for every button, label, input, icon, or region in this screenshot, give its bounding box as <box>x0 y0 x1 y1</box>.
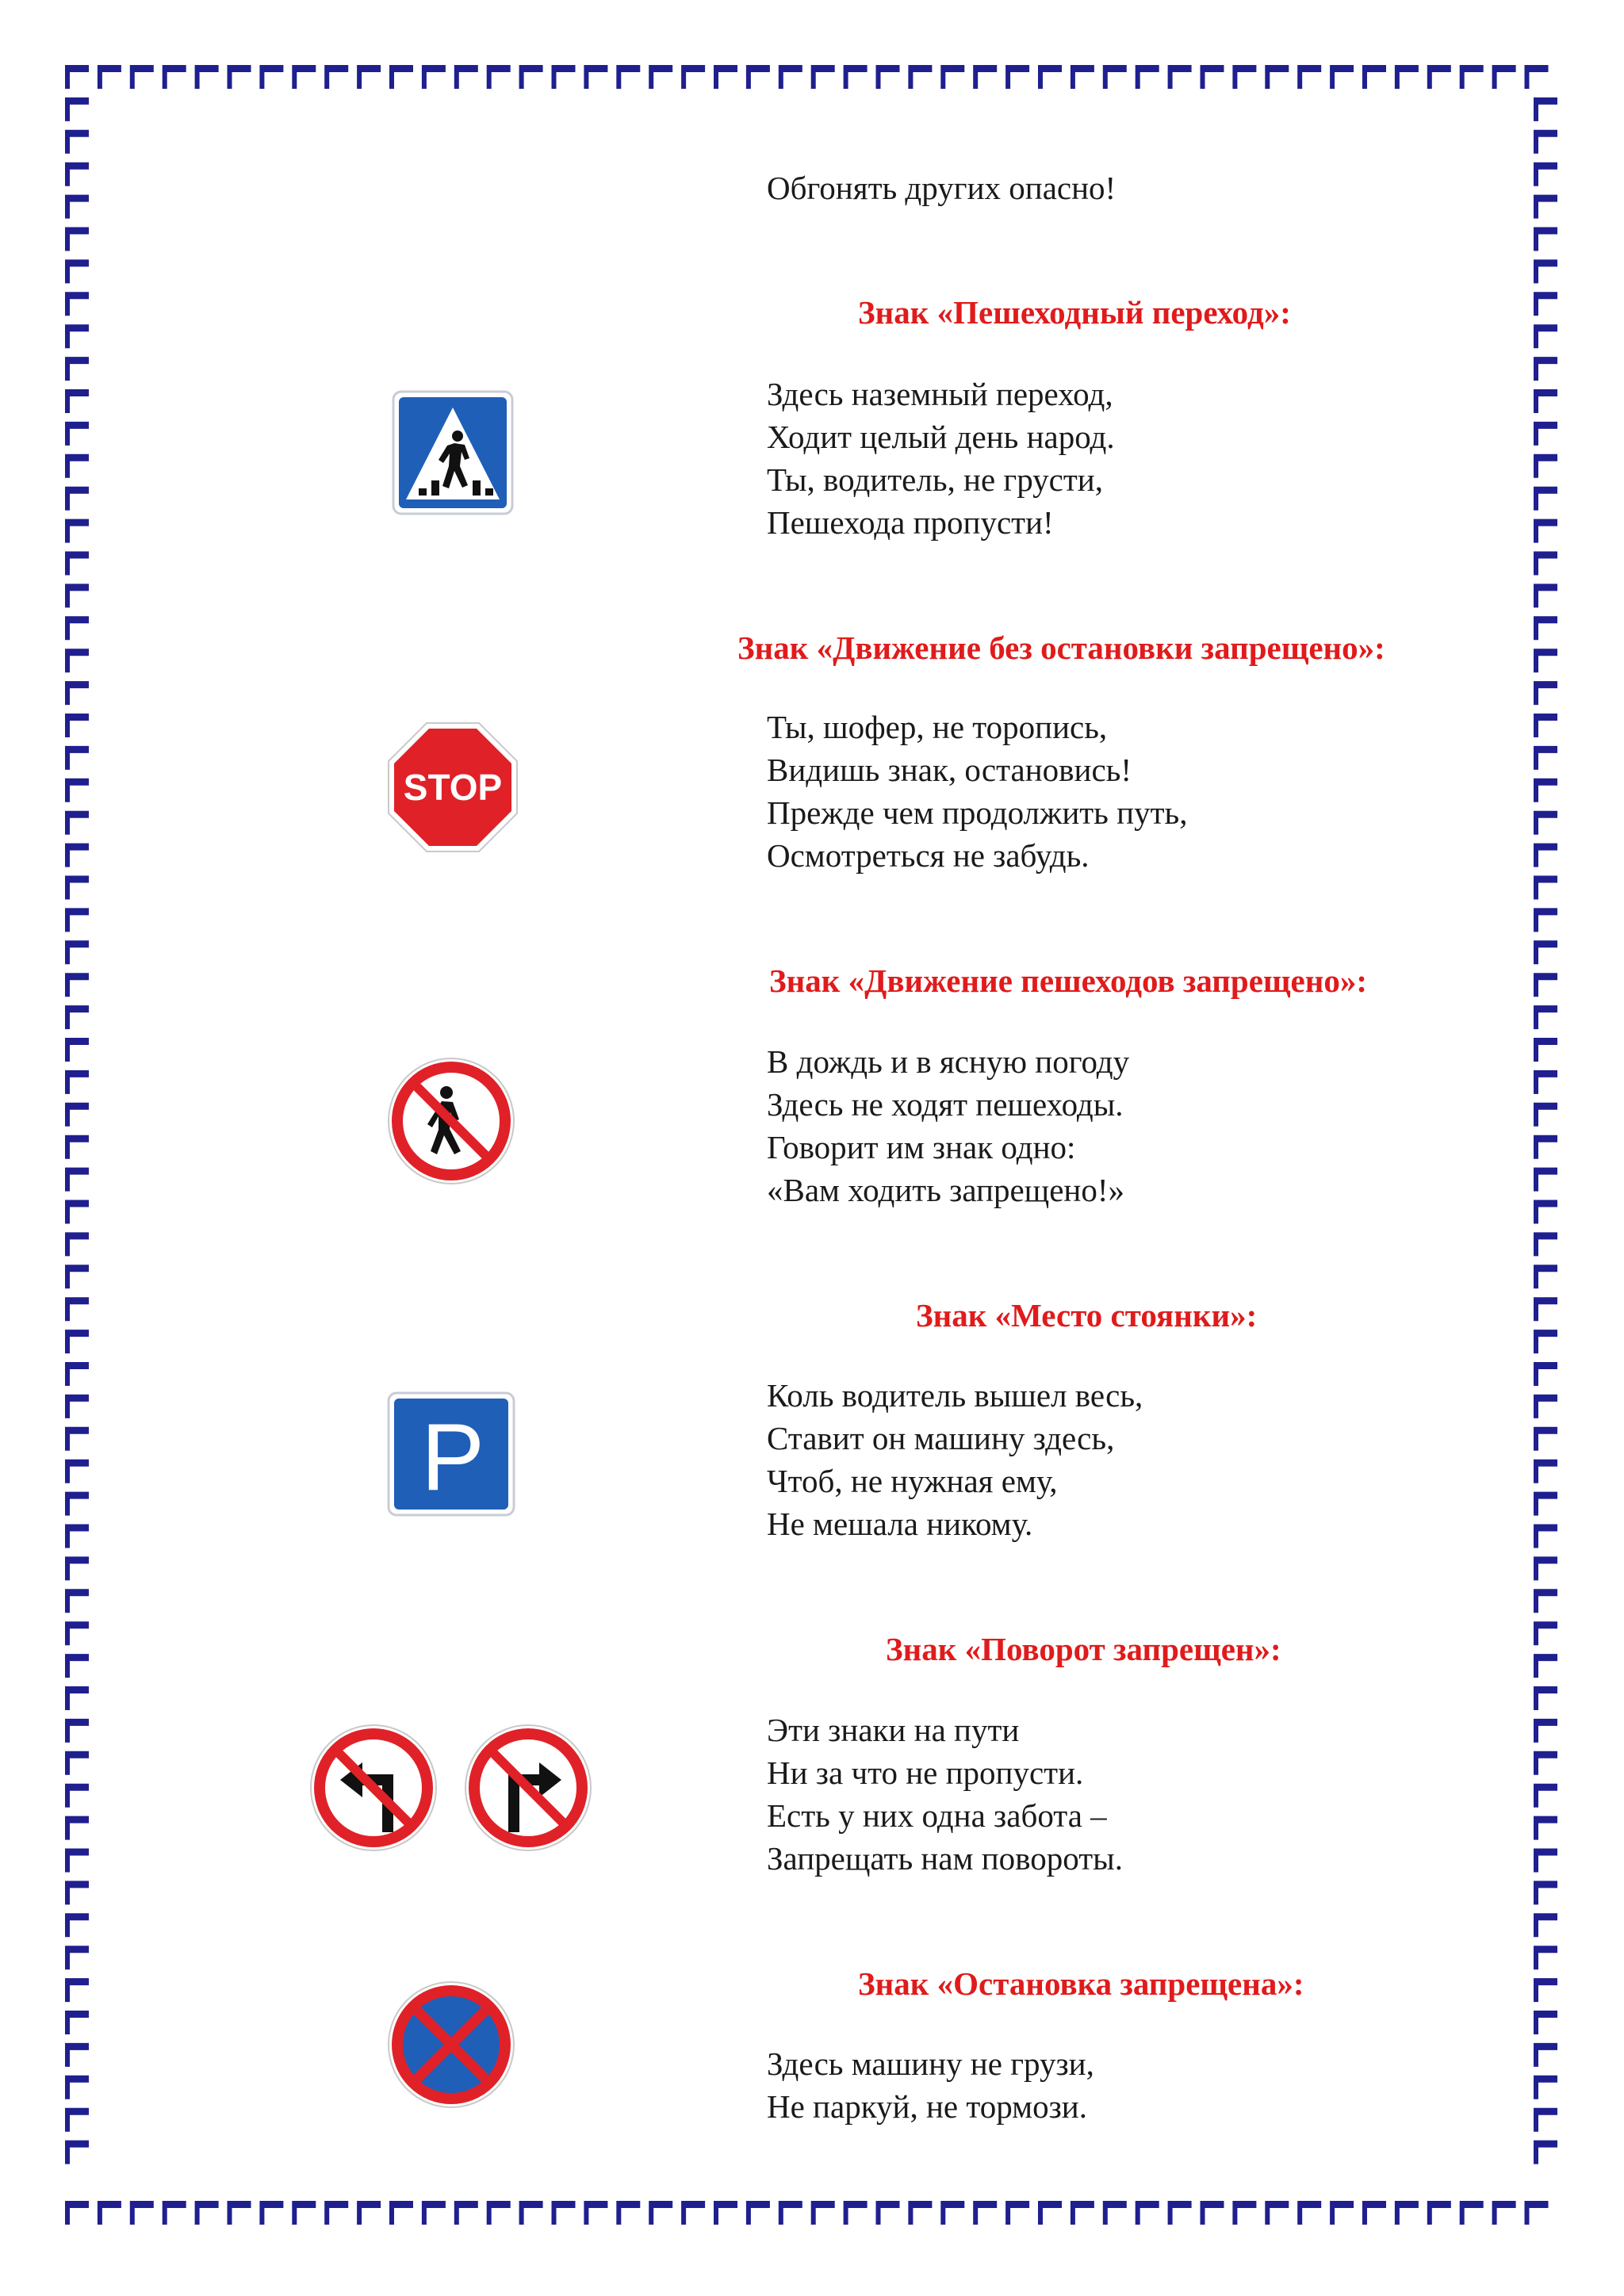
border-motif <box>65 1946 89 1969</box>
border-motif <box>1534 811 1557 835</box>
border-motif <box>811 2201 835 2225</box>
border-motif <box>65 973 89 997</box>
border-motif <box>1005 2201 1029 2225</box>
border-motif <box>65 2076 89 2099</box>
border-motif <box>1534 973 1557 997</box>
border-motif <box>681 2201 705 2225</box>
poem-line: Ты, водитель, не грусти, <box>767 461 1103 498</box>
border-motif <box>65 1654 89 1678</box>
border-motif <box>1534 1978 1557 2002</box>
border-motif <box>65 1719 89 1743</box>
border-motif <box>1534 1784 1557 1808</box>
border-motif <box>584 2201 607 2225</box>
border-motif <box>1534 357 1557 381</box>
border-motif <box>65 65 89 89</box>
border-motif <box>65 1913 89 1937</box>
border-motif <box>65 2011 89 2034</box>
poem-line: Здесь не ходят пешеходы. <box>767 1086 1124 1123</box>
border-motif <box>616 65 640 89</box>
border-motif <box>1168 2201 1192 2225</box>
border-motif <box>1534 584 1557 607</box>
border-motif <box>65 649 89 672</box>
border-motif <box>65 1621 89 1645</box>
border-motif <box>1534 1168 1557 1192</box>
poem-line: «Вам ходить запрещено!» <box>767 1172 1125 1208</box>
border-motif <box>1534 454 1557 478</box>
poem-line: Ходит целый день народ. <box>767 419 1115 455</box>
border-motif <box>389 2201 413 2225</box>
border-motif <box>65 616 89 640</box>
border-motif <box>616 2201 640 2225</box>
border-motif <box>1038 2201 1062 2225</box>
border-motif <box>1534 163 1557 186</box>
poem-line: Видишь знак, остановись! <box>767 752 1132 788</box>
parking-sign-text: P <box>420 1404 485 1510</box>
border-motif <box>1534 1525 1557 1548</box>
border-motif <box>1534 1200 1557 1224</box>
border-motif <box>163 2201 186 2225</box>
border-motif <box>292 2201 316 2225</box>
border-motif <box>908 2201 932 2225</box>
border-motif <box>324 2201 348 2225</box>
border-motif <box>746 2201 770 2225</box>
stop-sign-icon <box>385 720 520 859</box>
border-motif <box>1534 616 1557 640</box>
border-motif <box>1071 2201 1094 2225</box>
border-motif <box>65 681 89 705</box>
border-motif <box>65 98 89 121</box>
border-motif <box>1534 1362 1557 1386</box>
border-motif <box>1534 422 1557 446</box>
border-motif <box>552 65 576 89</box>
border-motif <box>973 2201 997 2225</box>
poem-line: Говорит им знак одно: <box>767 1129 1076 1165</box>
border-motif <box>1534 844 1557 867</box>
border-motif <box>65 454 89 478</box>
border-motif <box>584 65 607 89</box>
border-motif <box>65 1525 89 1548</box>
border-motif <box>1136 65 1159 89</box>
border-motif <box>1534 98 1557 121</box>
border-motif <box>65 1427 89 1451</box>
border-motif <box>1534 1589 1557 1613</box>
border-motif <box>1534 1103 1557 1127</box>
border-motif <box>1534 1816 1557 1840</box>
border-motif <box>1136 2201 1159 2225</box>
border-motif <box>1232 65 1256 89</box>
border-motif <box>649 65 672 89</box>
heading-no-turn: Знак «Поворот запрещен»: <box>886 1631 1281 1667</box>
border-motif <box>1460 65 1484 89</box>
poem-line: Ни за что не пропусти. <box>767 1755 1084 1791</box>
border-motif <box>195 65 219 89</box>
border-motif <box>1492 65 1516 89</box>
no-stopping-sign-icon <box>386 1980 516 2114</box>
border-motif <box>1201 65 1224 89</box>
border-motif <box>1534 130 1557 154</box>
border-motif <box>65 389 89 413</box>
border-motif <box>1534 1719 1557 1743</box>
poem-line: Эти знаки на пути <box>767 1712 1020 1748</box>
no-right-turn-sign-icon <box>463 1723 593 1857</box>
border-motif <box>65 1395 89 1418</box>
border-motif <box>1534 324 1557 348</box>
border-motif <box>228 2201 251 2225</box>
border-motif <box>65 1265 89 1288</box>
border-motif <box>1168 65 1192 89</box>
border-motif <box>1232 2201 1256 2225</box>
border-motif <box>454 65 478 89</box>
border-motif <box>65 1135 89 1159</box>
border-motif <box>876 65 900 89</box>
border-motif <box>844 2201 868 2225</box>
border-motif <box>1534 1621 1557 1645</box>
border-motif <box>65 844 89 867</box>
border-motif <box>1534 1265 1557 1288</box>
border-motif <box>65 1881 89 1904</box>
border-motif <box>714 2201 737 2225</box>
poem-line: Ставит он машину здесь, <box>767 1420 1115 1456</box>
border-motif <box>65 1556 89 1580</box>
border-motif <box>681 65 705 89</box>
poem-line: Здесь наземный переход, <box>767 376 1113 412</box>
border-motif <box>1534 1427 1557 1451</box>
poem-line: В дождь и в ясную погоду <box>767 1043 1130 1080</box>
border-motif <box>65 876 89 900</box>
border-motif <box>65 163 89 186</box>
border-motif <box>65 811 89 835</box>
border-motif <box>65 357 89 381</box>
border-motif <box>1071 65 1094 89</box>
border-motif <box>746 65 770 89</box>
border-motif <box>65 1070 89 1094</box>
pedestrian-crossing-sign-icon <box>392 390 514 519</box>
border-motif <box>1427 2201 1451 2225</box>
border-motif <box>779 65 802 89</box>
border-motif <box>1265 65 1289 89</box>
border-motif <box>422 2201 446 2225</box>
border-motif <box>519 2201 543 2225</box>
border-motif <box>1395 65 1419 89</box>
border-motif <box>65 2141 89 2164</box>
border-motif <box>1534 649 1557 672</box>
border-motif <box>357 2201 381 2225</box>
border-motif <box>1534 195 1557 219</box>
border-motif <box>65 552 89 576</box>
border-motif <box>65 2201 89 2225</box>
border-motif <box>163 65 186 89</box>
border-motif <box>422 65 446 89</box>
border-motif <box>65 487 89 511</box>
border-motif <box>1005 65 1029 89</box>
border-motif <box>487 2201 511 2225</box>
border-motif <box>65 714 89 737</box>
poem-line: Не паркуй, не тормози. <box>767 2088 1087 2125</box>
poem-line: Не мешала никому. <box>767 1506 1033 1542</box>
border-motif <box>65 1460 89 1483</box>
heading-parking: Знак «Место стоянки»: <box>916 1297 1258 1334</box>
border-motif <box>65 324 89 348</box>
border-motif <box>65 1297 89 1321</box>
border-motif <box>811 65 835 89</box>
border-motif <box>1534 1460 1557 1483</box>
border-motif <box>1534 681 1557 705</box>
border-motif <box>454 2201 478 2225</box>
border-motif <box>1265 2201 1289 2225</box>
border-motif <box>65 779 89 802</box>
border-motif <box>1534 259 1557 283</box>
poem-line: Здесь машину не грузи, <box>767 2045 1094 2082</box>
border-motif <box>1103 2201 1127 2225</box>
border-motif <box>65 1330 89 1353</box>
border-motif <box>65 2108 89 2132</box>
border-motif <box>1492 2201 1516 2225</box>
border-motif <box>65 584 89 607</box>
border-motif <box>324 65 348 89</box>
border-motif <box>1534 552 1557 576</box>
border-motif <box>1534 1070 1557 1094</box>
border-motif <box>1534 1038 1557 1062</box>
border-motif <box>487 65 511 89</box>
border-motif <box>65 292 89 316</box>
border-motif <box>1297 2201 1321 2225</box>
border-motif <box>65 908 89 932</box>
border-motif <box>65 1232 89 1256</box>
border-motif <box>65 1492 89 1516</box>
border-motif <box>130 65 154 89</box>
border-motif <box>65 422 89 446</box>
border-motif <box>1460 2201 1484 2225</box>
border-motif <box>65 1751 89 1775</box>
poem-line: Запрещать нам повороты. <box>767 1840 1123 1877</box>
border-motif <box>1534 2011 1557 2034</box>
border-motif <box>1534 1330 1557 1353</box>
border-motif <box>65 228 89 251</box>
border-motif <box>1362 2201 1386 2225</box>
border-motif <box>195 2201 219 2225</box>
border-motif <box>1534 1395 1557 1418</box>
border-motif <box>65 1849 89 1873</box>
border-motif <box>1534 292 1557 316</box>
heading-pedestrian-crossing: Знак «Пешеходный переход»: <box>858 294 1291 331</box>
poem-line: Осмотреться не забудь. <box>767 837 1090 874</box>
border-motif <box>228 65 251 89</box>
border-motif <box>1534 1686 1557 1710</box>
heading-no-stopping: Знак «Остановка запрещена»: <box>858 1965 1304 2002</box>
border-motif <box>1534 228 1557 251</box>
border-motif <box>1534 1297 1557 1321</box>
poem-line: Коль водитель вышел весь, <box>767 1377 1143 1414</box>
border-motif <box>65 195 89 219</box>
poem-line: Пешехода пропусти! <box>767 504 1054 541</box>
no-pedestrians-sign-icon <box>386 1056 516 1190</box>
border-motif <box>65 1816 89 1840</box>
border-motif <box>1534 1751 1557 1775</box>
border-motif <box>1103 65 1127 89</box>
border-motif <box>65 1103 89 1127</box>
border-motif <box>65 1589 89 1613</box>
border-motif <box>940 65 964 89</box>
border-motif <box>1534 1135 1557 1159</box>
border-motif <box>65 1978 89 2002</box>
border-motif <box>1525 2201 1549 2225</box>
border-motif <box>1534 487 1557 511</box>
stop-sign-text: STOP <box>403 767 503 808</box>
border-motif <box>1330 2201 1354 2225</box>
border-motif <box>65 1168 89 1192</box>
poem-line: Есть у них одна забота – <box>767 1797 1107 1834</box>
poem-line: Чтоб, не нужная ему, <box>767 1463 1058 1499</box>
intro-line: Обгонять других опасно! <box>767 170 1116 206</box>
border-motif <box>98 65 121 89</box>
border-motif <box>65 1200 89 1224</box>
border-motif <box>940 2201 964 2225</box>
border-motif <box>1427 65 1451 89</box>
parking-sign-icon <box>387 1391 515 1521</box>
border-motif <box>876 2201 900 2225</box>
border-motif <box>1534 1232 1557 1256</box>
poem-line: Прежде чем продолжить путь, <box>767 794 1188 831</box>
border-motif <box>908 65 932 89</box>
border-motif <box>65 130 89 154</box>
border-motif <box>65 1784 89 1808</box>
border-motif <box>65 1038 89 1062</box>
border-motif <box>1330 65 1354 89</box>
heading-no-pedestrians: Знак «Движение пешеходов запрещено»: <box>769 962 1368 999</box>
poem-line: Ты, шофер, не торопись, <box>767 709 1108 745</box>
border-motif <box>1534 2141 1557 2164</box>
border-motif <box>1534 1881 1557 1904</box>
border-motif <box>389 65 413 89</box>
border-motif <box>259 65 283 89</box>
border-motif <box>98 2201 121 2225</box>
border-motif <box>130 2201 154 2225</box>
border-motif <box>65 746 89 770</box>
border-motif <box>714 65 737 89</box>
border-motif <box>1534 746 1557 770</box>
border-motif <box>1534 940 1557 964</box>
border-motif <box>357 65 381 89</box>
border-motif <box>1534 519 1557 543</box>
border-motif <box>1534 714 1557 737</box>
border-motif <box>1534 1492 1557 1516</box>
border-motif <box>1362 65 1386 89</box>
border-motif <box>1395 2201 1419 2225</box>
border-motif <box>65 2043 89 2067</box>
border-motif <box>65 940 89 964</box>
border-motif <box>259 2201 283 2225</box>
border-motif <box>1534 389 1557 413</box>
heading-no-driving-without-stop: Знак «Движение без остановки запрещено»: <box>737 629 1385 666</box>
border-motif <box>1201 2201 1224 2225</box>
border-motif <box>1534 876 1557 900</box>
border-motif <box>292 65 316 89</box>
border-motif <box>1534 1005 1557 1029</box>
border-motif <box>649 2201 672 2225</box>
border-motif <box>1525 65 1549 89</box>
border-motif <box>1534 779 1557 802</box>
border-motif <box>1534 1654 1557 1678</box>
border-motif <box>65 519 89 543</box>
border-motif <box>552 2201 576 2225</box>
border-motif <box>1297 65 1321 89</box>
border-motif <box>65 1686 89 1710</box>
border-motif <box>65 1005 89 1029</box>
border-motif <box>1534 1556 1557 1580</box>
border-motif <box>1534 908 1557 932</box>
border-motif <box>1534 1913 1557 1937</box>
no-left-turn-sign-icon <box>308 1723 439 1857</box>
border-motif <box>844 65 868 89</box>
border-motif <box>65 259 89 283</box>
border-motif <box>973 65 997 89</box>
border-motif <box>1534 2076 1557 2099</box>
border-motif <box>1038 65 1062 89</box>
border-motif <box>1534 1849 1557 1873</box>
border-motif <box>65 1362 89 1386</box>
border-motif <box>1534 1946 1557 1969</box>
border-motif <box>779 2201 802 2225</box>
border-motif <box>1534 2108 1557 2132</box>
border-motif <box>1534 2043 1557 2067</box>
border-motif <box>519 65 543 89</box>
